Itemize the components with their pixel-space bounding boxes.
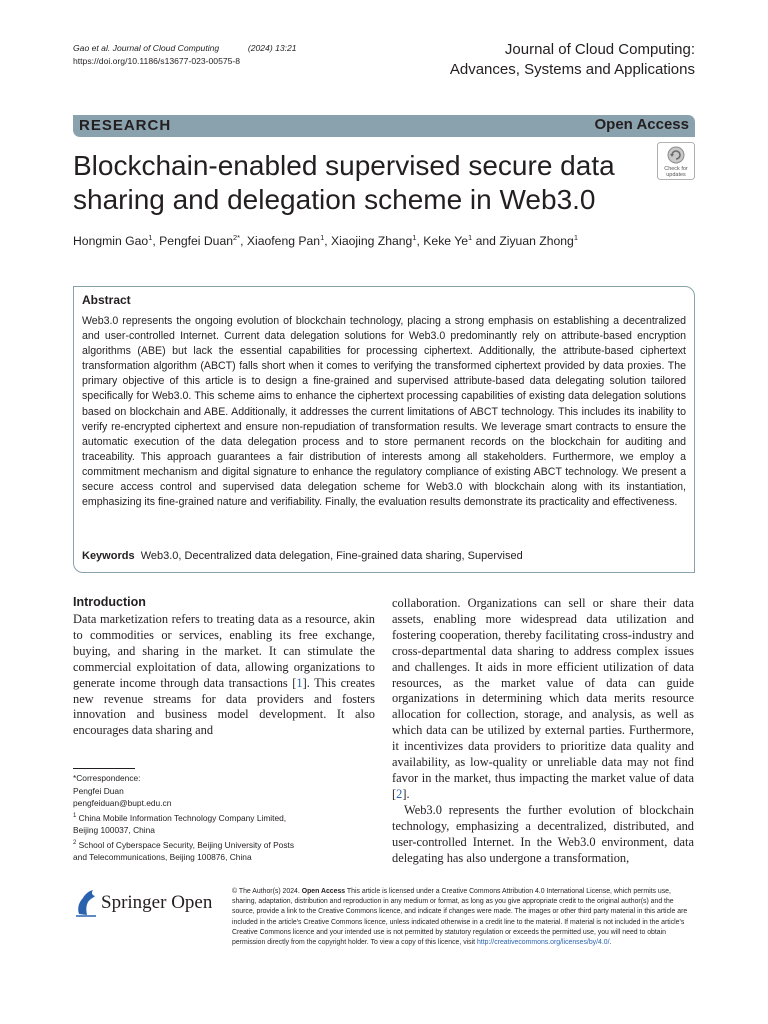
license-url-link[interactable]: http://creativecommons.org/licenses/by/4.0/ — [476, 939, 610, 947]
affiliation-2 — [73, 837, 375, 851]
citation-link[interactable]: 2 — [396, 786, 403, 801]
abstract-heading: Abstract — [82, 293, 131, 307]
author-affiliation: 1 — [320, 233, 325, 242]
check-for-updates-badge[interactable] — [657, 142, 695, 180]
running-header — [73, 42, 297, 68]
publisher-name-main: Springer — [101, 892, 167, 913]
correspondence-label: *Correspondence: — [73, 773, 141, 783]
author-separator: and — [472, 234, 500, 249]
affiliation-1 — [73, 810, 375, 824]
springer-open-logo — [73, 886, 223, 920]
keywords-line — [82, 550, 523, 562]
license-end: . — [609, 939, 612, 947]
author[interactable]: Xiaojing Zhang — [331, 234, 413, 249]
author[interactable]: Hongmin Gao — [73, 234, 149, 249]
affiliation-number: 1 — [73, 812, 77, 819]
paragraph-text: Data marketization refers to treating data as a resource, akin to commodities or services, enabling its free exchange, buying, and sharing in the market. It can stimulate the commercial exploitation of data, allowing organizations to generate income through data transactions [ — [73, 612, 375, 690]
body-column-left — [73, 612, 375, 739]
paragraph-text: ]. — [402, 786, 410, 801]
author[interactable]: Xiaofeng Pan — [246, 234, 321, 249]
author[interactable]: Pengfei Duan — [159, 234, 234, 249]
author[interactable]: Keke Ye — [423, 234, 469, 249]
intro-paragraph-1-continued — [392, 596, 694, 803]
license-text: This article is licensed under a Creative Commons Attribution 4.0 International License, which permits use, sharing, adaptation, distribution and reproduction in any medium or format, as long as you give appropriate credit to the original author(s) and the source, provide a link to the Creative Commons licence, and indicate if changes were made. The images or other third party material in this article are included in the article's Creative Commons licence, unless indicated otherwise in a credit line to the material. If material is not included in the article's Creative Commons licence and your intended use is not permitted by statutory regulation or exceeds the permitted use, you will need to obtain permission directly from the copyright holder. To view a copy of this licence, visit — [232, 888, 688, 947]
citation-year: (2024) 13:21 — [247, 43, 297, 53]
footnotes — [73, 772, 375, 864]
footnote-divider — [73, 768, 135, 769]
journal-line-2: Advances, Systems and Applications — [449, 61, 695, 78]
affiliation-1-line-2: Beijing 100037, China — [73, 825, 155, 836]
citation-authors: Gao et al. Journal of Cloud Computing — [73, 43, 220, 53]
article-title: Blockchain-enabled supervised secure data sharing and delegation scheme in Web3.0 — [73, 150, 615, 215]
abstract-text: Web3.0 represents the ongoing evolution of blockchain technology, placing a strong emphasis on establishing a decentralized and user-controlled Internet. Current data delegation solutions for Web3.0 predominantly rely on attribute-based encryption algorithms (ABE) but lack the essential capabilities for processing ciphertext. Additionally, the attribute-based ciphertext transformation algorithm (ABCT) falls short when it comes to verifying the transformed ciphertext provided by data proxies. The primary objective of this article is to design a fine-grained and supervised attribute-based data delegating solution tailored specifically for Web3.0. This scheme aims to enhance the ciphertext processing capabilities of existing data delegation solutions based on blockchain and ABE. Additionally, it addresses the current limitations of ABCT technology. This includes its inability to verify re-encrypted ciphertext and ensure non-repudiation of transformation results. We leverage smart contracts to ensure the automatic execution of the data delegation process and to store permanent records on the blockchain for auditing and traceability. This approach guarantees a fair distribution of interests among all stakeholders. Furthermore, we employ a commitment mechanism and digital signature to enhance the regulatory compliance of existing ABCT technology. We present a secure access control and supervised data delegation scheme for Web3.0 with blockchain along with its instantiation, emphasizing its fine-grained nature and verifiability. Finally, the evaluation results demonstrate its practicality and effectiveness. — [82, 315, 686, 509]
correspondence-email[interactable]: pengfeiduan@bupt.edu.cn — [73, 798, 172, 809]
citation-link[interactable]: 1 — [296, 675, 303, 690]
check-badge-line-2: updates — [666, 172, 686, 178]
section-heading-introduction: Introduction — [73, 595, 146, 609]
intro-paragraph-2: Web3.0 represents the further evolution of blockchain technology, emphasizing a decentralized, distributed, and user-controlled Internet. In the Web3.0 environment, data delegating has also undergone a transformation, — [392, 802, 694, 865]
check-badge-line-1: Check for — [664, 166, 688, 172]
author-affiliation: 1 — [468, 233, 473, 242]
affiliation-text: China Mobile Information Technology Company Limited, — [78, 812, 287, 823]
author-affiliation: 2* — [233, 233, 241, 242]
open-access-label: Open Access — [594, 116, 689, 133]
paragraph-text: ]. This creates new revenue streams for data providers and fosters innovation and business model development. It also encourages data sharing and — [73, 675, 375, 738]
keywords-label: Keywords — [82, 550, 135, 562]
author-separator: , — [152, 234, 160, 249]
affiliation-number: 2 — [73, 839, 77, 846]
license-statement — [232, 887, 695, 948]
license-open-access: Open Access — [301, 888, 346, 895]
keywords-text: Web3.0, Decentralized data delegation, Fine-grained data sharing, Supervised — [140, 550, 523, 562]
body-column-right — [392, 596, 694, 866]
author-separator: , — [240, 234, 247, 249]
author-affiliation: 1 — [148, 233, 153, 242]
copyright-text: © The Author(s) 2024. — [232, 888, 300, 895]
paragraph-text: collaboration. Organizations can sell or share their data assets, enabling more widespread data utilization and fostering cooperation, thereby facilitating cross-industry and cross-departmental data sharing to address complex issues and challenges. It aids in more efficient utilization of data resources, as the market value of data can guide organizations in determining which data merits resource allocation for collection, storage, and analysis, as well as which data can be utilized by external parties. Furthermore, it incentivizes data providers to prioritize data quality and availability, as low-quality or unreliable data may not find favor in the market, thus impacting the market value of data [ — [392, 596, 694, 801]
doi-link[interactable]: https://doi.org/10.1186/s13677-023-00575-8 — [73, 56, 241, 66]
springer-horse-icon — [73, 888, 99, 918]
article-type-banner — [73, 115, 695, 137]
intro-paragraph-1 — [73, 612, 375, 739]
author-separator: , — [416, 234, 424, 249]
author-affiliation: 1 — [573, 233, 579, 242]
author-separator: , — [324, 234, 332, 249]
check-updates-icon — [657, 142, 695, 180]
journal-name — [450, 40, 695, 80]
journal-line-1: Journal of Cloud Computing: — [504, 41, 695, 58]
article-type-label: RESEARCH — [79, 117, 172, 134]
author[interactable]: Ziyuan Zhong — [499, 234, 574, 249]
affiliation-2-line-2: and Telecommunications, Beijing 100876, China — [73, 852, 252, 863]
publisher-name-suffix: Open — [171, 892, 213, 913]
affiliation-text: School of Cyberspace Security, Beijing University of Posts — [78, 839, 295, 850]
correspondence-name: Pengfei Duan — [73, 785, 124, 796]
publisher-name — [101, 892, 212, 914]
author-list — [73, 230, 695, 249]
author-affiliation: 1 — [412, 233, 417, 242]
abstract-box — [73, 286, 695, 573]
